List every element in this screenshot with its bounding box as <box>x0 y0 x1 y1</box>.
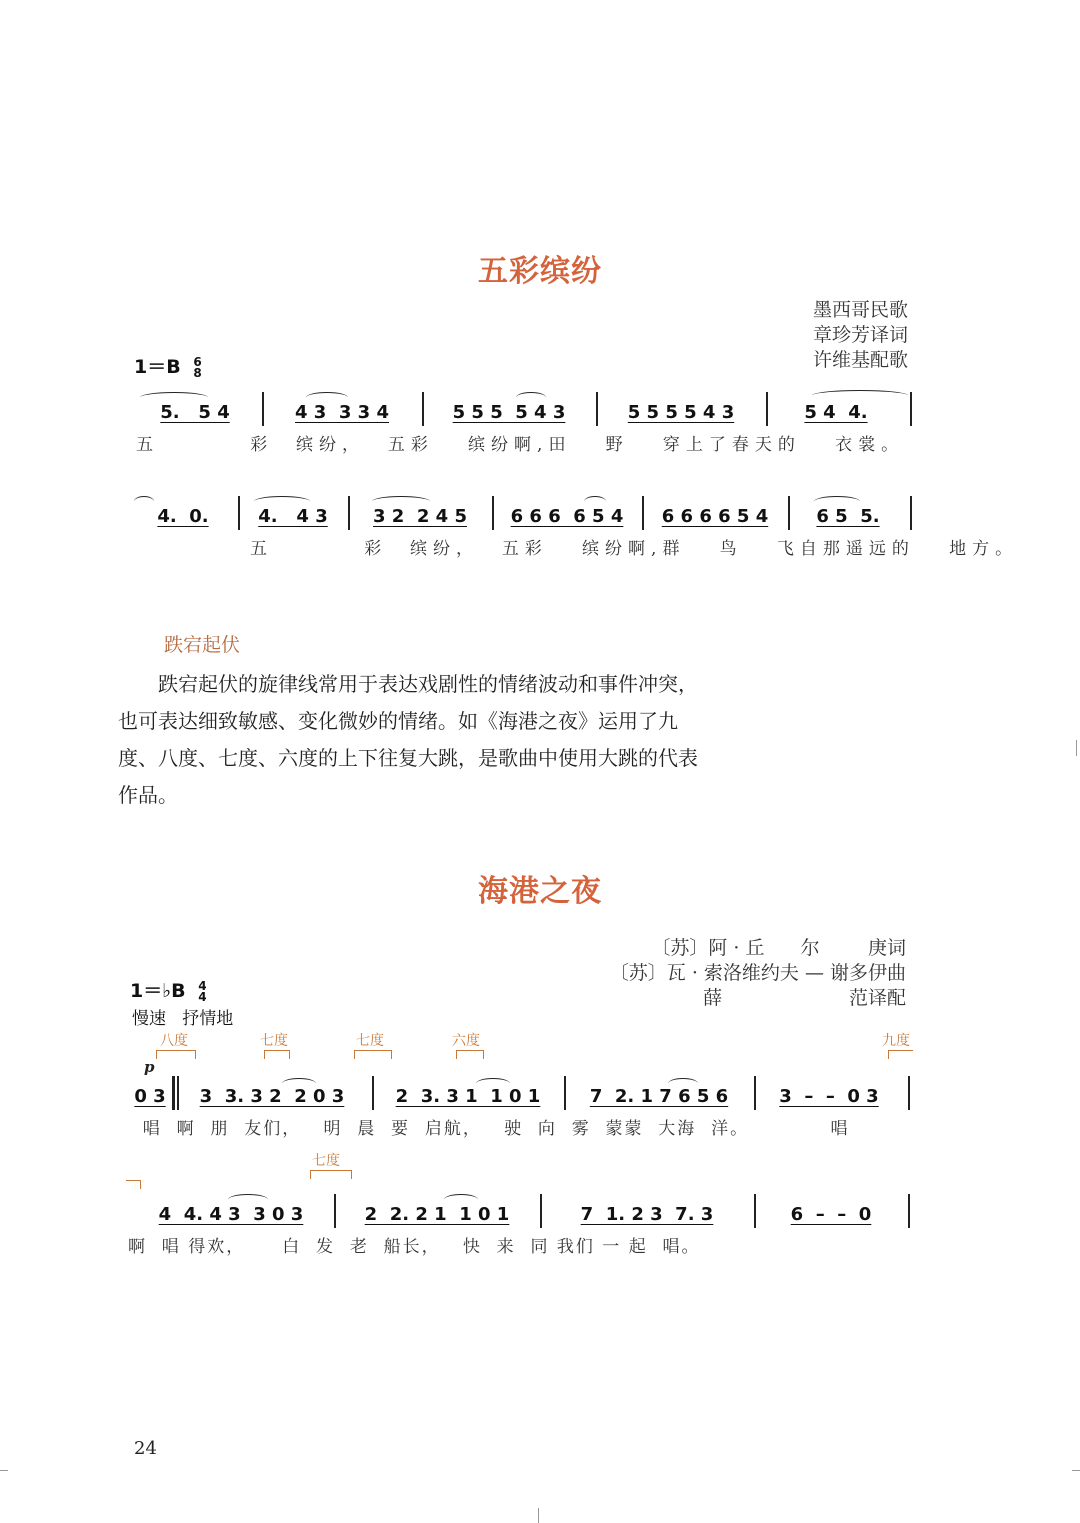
crop-mark <box>538 1508 539 1523</box>
time-bottom: 4 <box>198 989 207 1004</box>
interval-bracket <box>264 1050 290 1059</box>
interval-bracket <box>310 1170 352 1179</box>
time-top: 6 <box>193 354 202 369</box>
page-number: 24 <box>134 1438 157 1459</box>
interval-label: 七度 <box>356 1033 384 1049</box>
song2-lyrics-line2: 啊 唱 得欢， 白 发 老 船长， 快 来 同 我们 一 起 唱。 <box>128 1237 701 1257</box>
notes: 6 – – 0 <box>790 1203 872 1225</box>
barline <box>492 496 494 530</box>
notes: 5 5 5 5 4 3 <box>452 401 566 423</box>
barline <box>754 1194 756 1228</box>
credit-line: 墨西哥民歌 <box>812 299 908 321</box>
barline <box>754 1076 756 1110</box>
barline <box>540 1194 542 1228</box>
song2-credits <box>610 936 906 1011</box>
barline <box>642 496 644 530</box>
measure <box>422 400 596 424</box>
interval-bracket <box>156 1050 196 1059</box>
notes: 4 4. 4 3 3 0 3 <box>158 1203 304 1225</box>
notes-row <box>128 504 908 528</box>
time-top: 4 <box>198 978 207 993</box>
notes: 4. 0. <box>157 505 209 527</box>
measure <box>564 1084 754 1108</box>
barline <box>348 496 350 530</box>
notes: 3 – – 0 3 <box>779 1085 879 1107</box>
measure <box>596 400 766 424</box>
paragraph-text: 跌宕起伏的旋律线常用于表达戏剧性的情绪波动和事件冲突，也可表达细致敏感、变化微妙的情绪。如《海港之夜》运用了九度、八度、七度、六度的上下往复大跳，是歌曲中使用大跳的代表作品。 <box>118 672 698 807</box>
notes: 0 3 <box>134 1085 166 1107</box>
song1-title: 五彩缤纷 <box>478 254 602 289</box>
barline <box>766 392 768 426</box>
barline <box>910 496 912 530</box>
interval-label: 九度 <box>882 1033 910 1049</box>
repeat-barline <box>177 1076 179 1110</box>
notes: 3 2 2 4 5 <box>373 505 467 527</box>
measure <box>766 400 906 424</box>
measure <box>172 1084 372 1108</box>
song1-credits <box>813 298 908 373</box>
notes: 5. 5 4 <box>160 401 230 423</box>
time-signature <box>193 354 202 380</box>
barline <box>596 392 598 426</box>
notes: 5 4 4. <box>804 401 868 423</box>
measure <box>262 400 422 424</box>
measure <box>642 504 788 528</box>
measure <box>540 1202 754 1226</box>
song1-key-signature <box>134 352 202 379</box>
barline <box>908 1076 910 1110</box>
barline <box>910 392 912 426</box>
notes: 7 2. 1 7 6 5 6 <box>589 1085 729 1107</box>
measure <box>754 1202 908 1226</box>
notes: 6 6 6 6 5 4 <box>661 505 769 527</box>
interval-bracket <box>456 1050 484 1059</box>
interval-label: 七度 <box>312 1153 340 1169</box>
song2-title: 海港之夜 <box>478 874 602 909</box>
measure <box>128 1202 334 1226</box>
song1-lyrics-line1: 五 彩 缤纷， 五彩 缤纷啊,田 野 穿上了春天的 衣裳。 <box>136 435 905 455</box>
measure <box>238 504 348 528</box>
notes: 6 6 6 6 5 4 <box>510 505 624 527</box>
section-heading: 跌宕起伏 <box>164 634 241 656</box>
measure <box>334 1202 540 1226</box>
time-signature <box>198 978 207 1004</box>
barline <box>422 392 424 426</box>
interval-label: 八度 <box>160 1033 188 1049</box>
credit-line: 薛 范译配 <box>666 987 906 1009</box>
barline <box>788 496 790 530</box>
barline <box>334 1194 336 1228</box>
credit-line: 〔苏〕阿 · 丘 尔 庚词 <box>651 937 906 959</box>
measure <box>788 504 908 528</box>
crop-mark <box>1072 1470 1080 1471</box>
barline <box>564 1076 566 1110</box>
notes: 3 3. 3 2 2 0 3 <box>199 1085 345 1107</box>
measure <box>372 1084 564 1108</box>
measure <box>754 1084 904 1108</box>
time-bottom: 8 <box>193 365 202 380</box>
barline <box>908 1194 910 1228</box>
barline <box>238 496 240 530</box>
section-paragraph <box>118 666 698 814</box>
barline <box>372 1076 374 1110</box>
notes: 7 1. 2 3 7. 3 <box>580 1203 714 1225</box>
song1-staff-line1 <box>128 392 918 432</box>
crop-mark <box>1076 740 1077 756</box>
measure <box>492 504 642 528</box>
measure <box>128 504 238 528</box>
repeat-barline <box>172 1076 175 1110</box>
song1-lyrics-line2: 五 彩 缤纷， 五彩 缤纷啊,群 鸟 飞自那遥远的 地方。 <box>250 539 1019 559</box>
notes: 4 3 3 3 4 <box>295 401 389 423</box>
key-label: 1＝B <box>134 356 181 378</box>
notes-row <box>128 400 906 424</box>
measure <box>128 1084 172 1108</box>
notes: 2 3. 3 1 1 0 1 <box>395 1085 541 1107</box>
dynamic-marking: p <box>144 1058 155 1076</box>
song2-staff-line2 <box>128 1194 918 1234</box>
measure <box>128 400 262 424</box>
notes: 5 5 5 5 4 3 <box>627 401 735 423</box>
song1-staff-line2 <box>128 496 918 536</box>
song2-key-signature <box>130 976 207 1003</box>
credit-line: 章珍芳译词 <box>812 324 908 346</box>
interval-bracket <box>354 1050 392 1059</box>
song2-lyrics-line1: 唱 啊 朋 友们， 明 晨 要 启航， 驶 向 雾 蒙蒙 大海 洋。 唱 <box>128 1119 850 1139</box>
interval-bracket <box>888 1050 913 1059</box>
measure <box>348 504 492 528</box>
credit-line: 〔苏〕瓦 · 索洛维约夫 — 谢多伊曲 <box>609 962 906 984</box>
crop-mark <box>0 1470 8 1471</box>
key-label: 1＝♭B <box>130 980 186 1002</box>
song2-staff-line1 <box>128 1076 918 1116</box>
notes-row <box>128 1084 904 1108</box>
credit-line: 许维基配歌 <box>812 349 908 371</box>
notes: 6 5 5. <box>816 505 880 527</box>
notes: 2 2. 2 1 1 0 1 <box>364 1203 510 1225</box>
interval-label: 七度 <box>260 1033 288 1049</box>
tempo-marking: 慢速 抒情地 <box>132 1009 234 1029</box>
interval-bracket <box>126 1180 141 1189</box>
barline <box>262 392 264 426</box>
notes: 4. 4 3 <box>258 505 328 527</box>
notes-row <box>128 1202 908 1226</box>
interval-label: 六度 <box>452 1033 480 1049</box>
